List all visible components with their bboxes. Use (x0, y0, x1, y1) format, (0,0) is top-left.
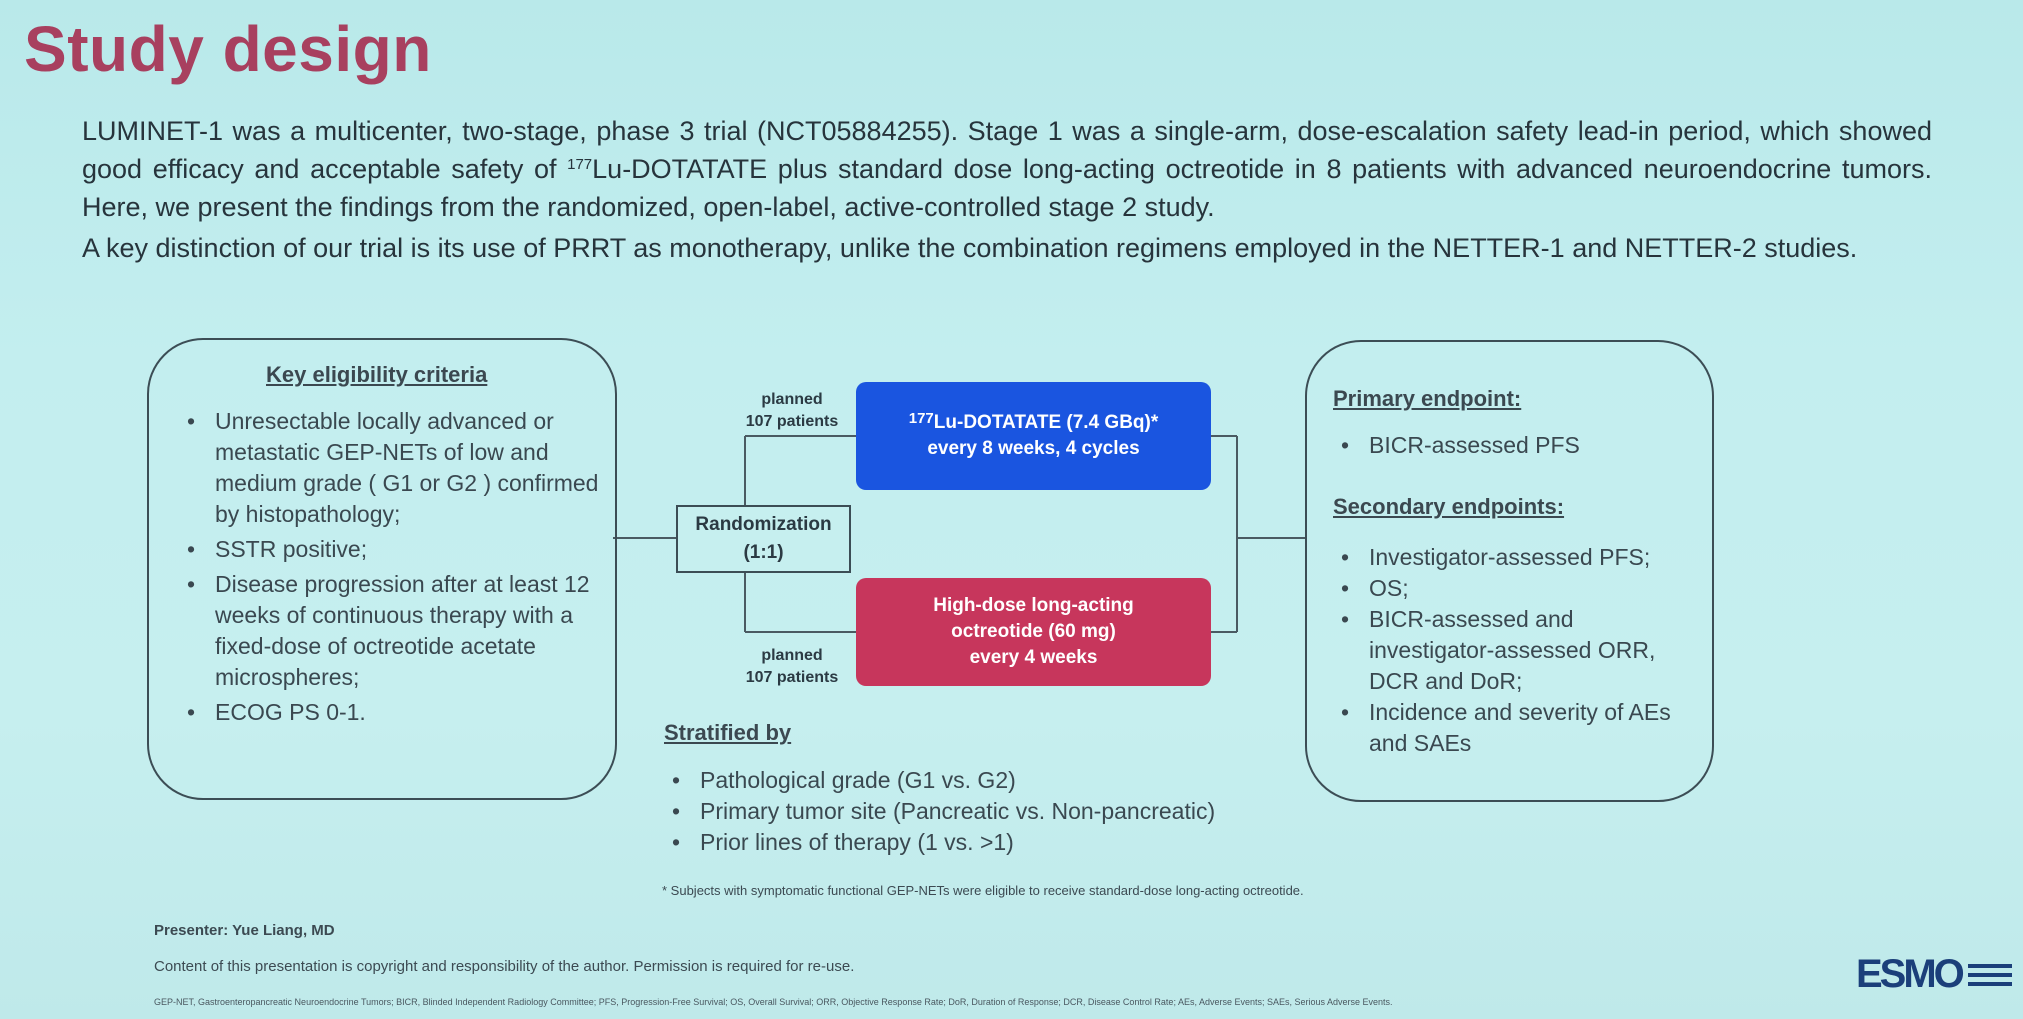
esmo-logo (1856, 952, 2012, 997)
planned-count: 107 patients (745, 413, 839, 430)
distinction-paragraph: A key distinction of our trial is its use of PRRT as monotherapy, unlike the combination regimens employed in the NETTER-1 and NETTER-2 studies. (82, 233, 1858, 263)
secondary-endpoints-heading: Secondary endpoints: (1333, 494, 1565, 519)
list-item: • Prior lines of therapy (1 vs. >1) (664, 827, 1264, 858)
planned-count: 107 patients (745, 669, 839, 686)
list-item: • Disease progression after at least 12 weeks of continuous therapy with a fixed-dose of octreotide acetate microspheres; (179, 569, 599, 693)
slide-title: Study design (24, 13, 432, 85)
isotope-superscript: 177 (567, 156, 593, 173)
planned-word: planned (761, 647, 823, 664)
isotope-superscript: 177 (908, 410, 934, 427)
list-item: • Primary tumor site (Pancreatic vs. Non-pancreatic) (664, 796, 1264, 827)
list-item: • Pathological grade (G1 vs. G2) (664, 765, 1264, 796)
stratified-list (664, 765, 1264, 858)
arm-line-3: every 4 weeks (969, 647, 1098, 668)
list-item: • OS; (1333, 573, 1703, 604)
list-item: • BICR-assessed PFS (1333, 430, 1693, 461)
list-item: • Investigator-assessed PFS; (1333, 542, 1703, 573)
eligibility-panel (147, 338, 617, 800)
planned-top-label (732, 389, 852, 433)
footnote: * Subjects with symptomatic functional GEP-NETs were eligible to receive standard-dose long-acting octreotide. (662, 883, 1304, 898)
intro-text-b: Lu-DOTATATE plus standard dose long-acting octreotide in 8 patients with advanced neuroendocrine tumors. Here, we present the findings from the randomized, open-label, active-controlled stage 2 study. (82, 154, 1932, 222)
eligibility-heading: Key eligibility criteria (266, 362, 488, 387)
copyright-notice: Content of this presentation is copyright and responsibility of the author. Permission is required for re-use. (154, 958, 855, 975)
randomization-box (676, 505, 851, 573)
logo-lines-icon (1968, 960, 2012, 990)
abbreviations: GEP-NET, Gastroenteropancreatic Neuroendocrine Tumors; BICR, Blinded Independent Radiology Committee; PFS, Progression-Free Survival; OS, Overall Survival; ORR, Objective Response Rate; DoR, Duration of Response; DCR, Disease Control Rate; AEs, Adverse Events; SAEs, Serious Adverse Events. (154, 997, 1393, 1007)
planned-word: planned (761, 391, 823, 408)
eligibility-list (179, 406, 599, 732)
arm-drug-text: Lu-DOTATATE (7.4 GBq)* (933, 412, 1159, 433)
list-item: • SSTR positive; (179, 534, 599, 565)
arm-line-1 (909, 410, 1159, 436)
arm-line-2: octreotide (60 mg) (951, 621, 1116, 642)
octreotide-arm (856, 578, 1211, 686)
randomization-ratio: (1:1) (743, 542, 784, 563)
list-item: • ECOG PS 0-1. (179, 697, 599, 728)
stratified-heading: Stratified by (664, 720, 792, 745)
planned-bottom-label (732, 645, 852, 689)
lu-dotatate-arm (856, 382, 1211, 490)
primary-endpoint-heading: Primary endpoint: (1333, 386, 1522, 411)
logo-text: ESMO (1856, 952, 1962, 996)
endpoints-panel (1305, 340, 1714, 802)
randomization-label: Randomization (695, 514, 832, 535)
list-item: • Incidence and severity of AEs and SAEs (1333, 697, 1703, 759)
list-item: • Unresectable locally advanced or metastatic GEP-NETs of low and medium grade ( G1 or G2 ) confirmed by histopathology; (179, 406, 599, 530)
arm-line-1: High-dose long-acting (933, 595, 1134, 616)
list-item: • BICR-assessed and investigator-assessed ORR, DCR and DoR; (1333, 604, 1703, 697)
secondary-endpoints-list (1333, 542, 1703, 759)
primary-endpoint-list (1333, 430, 1693, 461)
arm-line-2: every 8 weeks, 4 cycles (927, 438, 1140, 459)
presenter-credit: Presenter: Yue Liang, MD (154, 922, 335, 939)
intro-text-a: LUMINET-1 was a multicenter, two-stage, phase 3 trial (NCT05884255). Stage 1 was a single-arm, dose-escalation safety lead-in period, which showed good efficacy and acceptable safety of (82, 116, 1932, 184)
